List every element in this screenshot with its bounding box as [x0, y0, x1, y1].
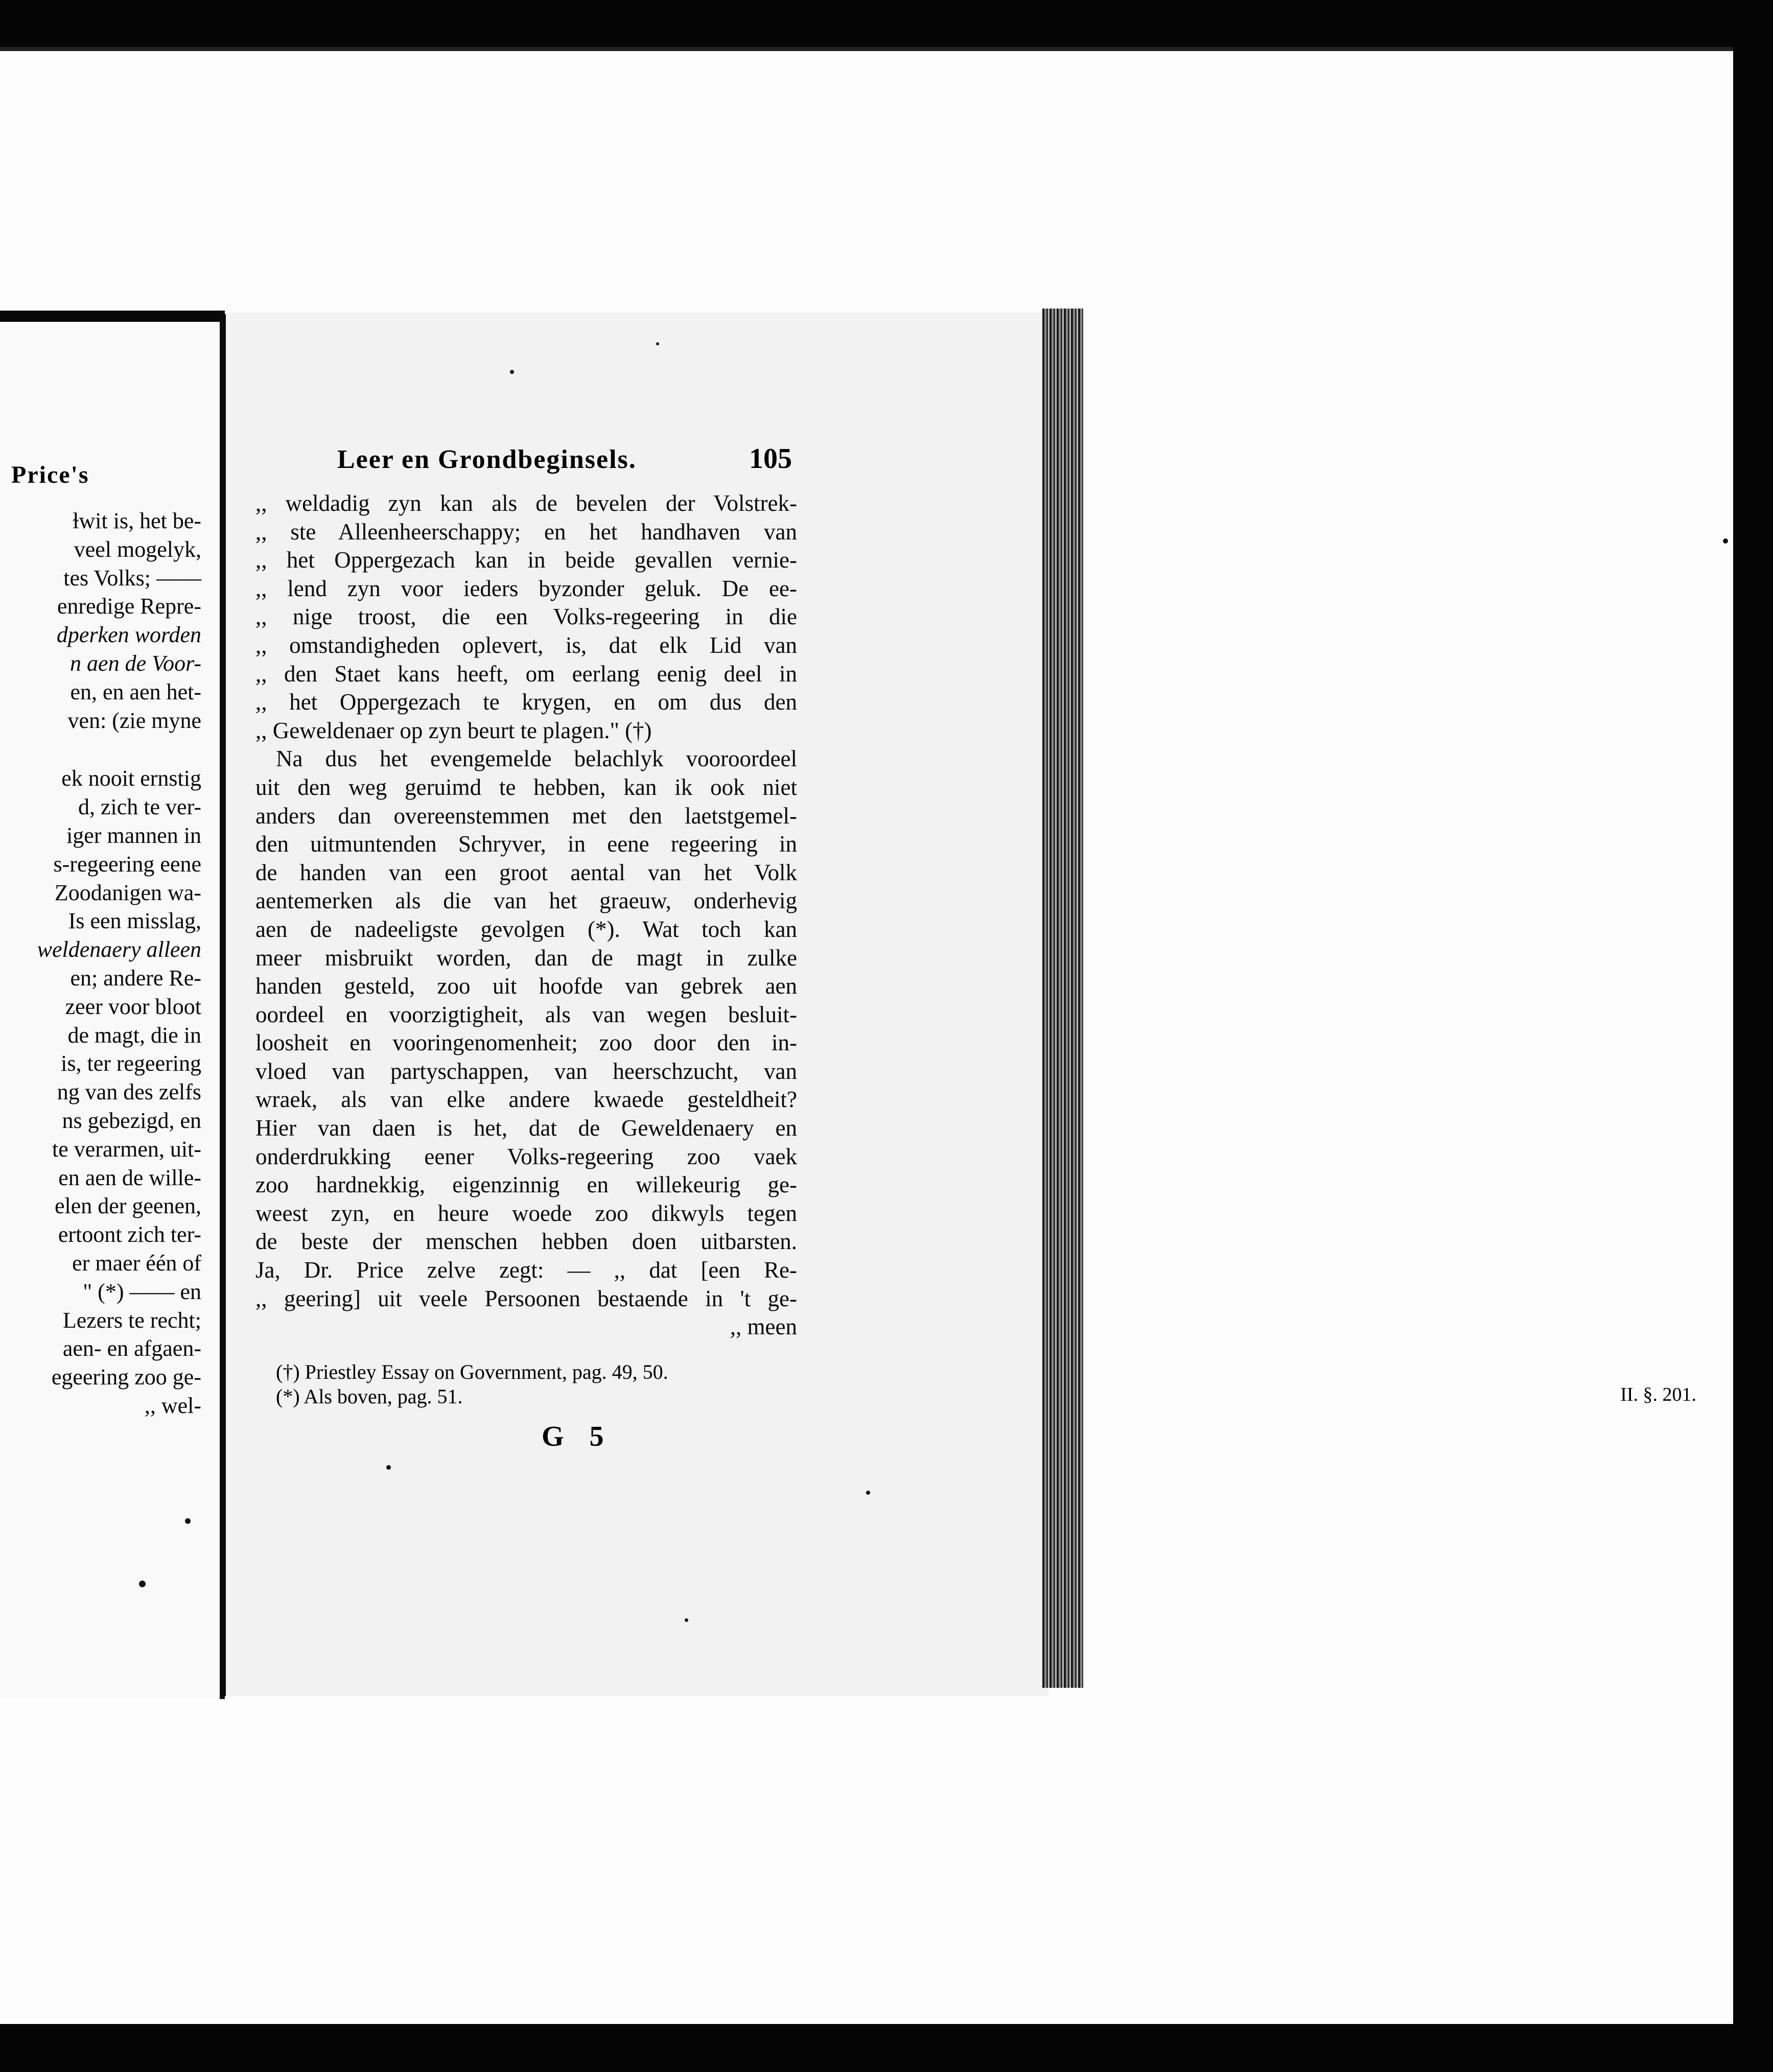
left-line: ɫwit is, het be-: [73, 508, 201, 533]
text-line: loosheit en vooringenomenheit; zoo door den in-: [255, 1030, 797, 1056]
text-line: vloed van partyschappen, van heerschzucht, van: [255, 1058, 797, 1084]
left-line: en aen de wille-: [58, 1165, 201, 1190]
left-line: n aen de Voor-: [70, 650, 201, 676]
left-page-text: [37, 507, 201, 1420]
left-line: Is een misslag,: [68, 908, 201, 934]
left-line: " (*) —— en: [83, 1279, 201, 1304]
ink-speck: [510, 370, 514, 374]
text-line: anders dan overeenstemmen met den laetstgemel-: [255, 803, 797, 829]
text-line: ,, het Oppergezach kan in beide gevallen vernie-: [255, 547, 797, 573]
left-line: Lezers te recht;: [62, 1307, 201, 1333]
text-line: wraek, als van elke andere kwaede gesteldheit?: [255, 1087, 797, 1113]
catchword: ,, meen: [730, 1314, 797, 1340]
text-line: ,, weldadig zyn kan als de bevelen der Volstrek-: [255, 490, 797, 516]
text-line: aen de nadeeligste gevolgen (*). Wat toch kan: [255, 916, 797, 942]
text-line: de beste der menschen hebben doen uitbarsten.: [255, 1229, 797, 1255]
text-line: ,, Geweldenaer op zyn beurt te plagen." (†): [255, 717, 652, 743]
left-line: s-regeering eene: [53, 851, 201, 877]
left-line: en, en aen het-: [70, 679, 201, 704]
left-line: er maer één of: [72, 1250, 201, 1276]
left-line: zeer voor bloot: [65, 994, 201, 1019]
text-line: Hier van daen is het, dat de Geweldenaery en: [255, 1115, 797, 1141]
text-line: Na dus het evengemelde belachlyk vooroordeel: [276, 746, 797, 772]
scan-border-inner-top: [0, 47, 1733, 51]
footnote: (†) Priestley Essay on Government, pag. 49, 50.: [276, 1360, 668, 1383]
left-line: te verarmen, uit-: [52, 1136, 201, 1162]
text-line: zoo hardnekkig, eigenzinnig en willekeurig ge-: [255, 1172, 797, 1198]
left-line: enredige Repre-: [57, 594, 201, 619]
left-line: de magt, die in: [67, 1022, 201, 1048]
scan-border-top: [0, 0, 1773, 47]
page-number: 105: [749, 443, 792, 475]
text-line: aentemerken als die van het graeuw, onderhevig: [255, 888, 797, 914]
text-line: ,, geering] uit veele Persoonen bestaende in 't ge-: [255, 1285, 797, 1311]
text-line: de handen van een groot aental van het Volk: [255, 859, 797, 885]
left-page: [0, 311, 225, 1699]
left-footnote: II. §. 201.: [1620, 1384, 1696, 1405]
ink-speck: [656, 342, 659, 345]
text-line: oordeel en voorzigtigheit, als van wegen besluit-: [255, 1001, 797, 1027]
left-running-head: Price's: [11, 461, 89, 488]
left-line: ns gebezigd, en: [62, 1108, 201, 1133]
text-line: onderdrukking eener Volks-regeering zoo vaek: [255, 1143, 797, 1169]
left-line: is, ter regeering: [61, 1051, 201, 1076]
left-line: iger mannen in: [66, 822, 201, 848]
signature-mark: G 5: [542, 1421, 613, 1452]
running-head-row: [337, 444, 792, 480]
left-line: ertoont zich ter-: [58, 1222, 201, 1247]
text-line: ,, ste Alleenheerschappy; en het handhaven van: [255, 519, 797, 545]
text-line: ,, nige troost, die een Volks-regeering in die: [255, 604, 797, 630]
scan-border-bottom: [0, 2024, 1773, 2072]
left-line: en; andere Re-: [70, 965, 201, 991]
text-line: weest zyn, en heure woede zoo dikwyls tegen: [255, 1200, 797, 1226]
left-line: ven: (zie myne: [67, 708, 201, 733]
left-line: ,, wel-: [144, 1393, 201, 1418]
text-line: ,, den Staet kans heeft, om eerlang eenig deel in: [255, 661, 797, 687]
text-line: ,, lend zyn voor ieders byzonder geluk. De ee-: [255, 575, 797, 601]
left-line-gap: [37, 735, 201, 764]
ink-speck: [866, 1491, 870, 1495]
text-line: Ja, Dr. Price zelve zegt: — ,, dat [een Re-: [255, 1257, 797, 1283]
ink-speck: [1723, 538, 1728, 544]
left-line: ek nooit ernstig: [61, 766, 201, 791]
left-line: dperken worden: [56, 622, 201, 648]
ink-speck: [185, 1518, 191, 1524]
left-line: d, zich te ver-: [78, 794, 201, 820]
footnotes: [276, 1360, 777, 1409]
ink-speck: [685, 1618, 688, 1622]
ink-speck: [386, 1465, 391, 1470]
text-line: meer misbruikt worden, dan de magt in zulke: [255, 945, 797, 971]
text-line: ,, het Oppergezach te krygen, en om dus den: [255, 689, 797, 715]
left-line: egeering zoo ge-: [51, 1364, 201, 1390]
left-line: veel mogelyk,: [74, 536, 201, 562]
left-line: weldenaery alleen: [37, 937, 201, 962]
left-line: aen- en afgaen-: [62, 1336, 201, 1361]
scan-border-right: [1733, 0, 1773, 2072]
gutter-line: [221, 314, 226, 1696]
page-edges: [1042, 309, 1083, 1688]
body-text: [255, 489, 797, 1341]
left-line: ng van des zelfs: [57, 1079, 201, 1105]
text-line: den uitmuntenden Schryver, in eene regeering in: [255, 831, 797, 857]
text-line: handen gesteld, zoo uit hoofde van gebrek aen: [255, 973, 797, 999]
left-line: tes Volks; ——: [63, 565, 201, 591]
text-line: ,, omstandigheden oplevert, is, dat elk Lid van: [255, 632, 797, 658]
running-head: Leer en Grondbeginsels.: [337, 445, 637, 474]
ink-speck: [139, 1581, 146, 1587]
left-line: Zoodanigen wa-: [54, 880, 201, 905]
left-line: elen der geenen,: [54, 1193, 201, 1219]
text-line: uit den weg geruimd te hebben, kan ik ook niet: [255, 774, 797, 800]
footnote: (*) Als boven, pag. 51.: [276, 1385, 463, 1408]
